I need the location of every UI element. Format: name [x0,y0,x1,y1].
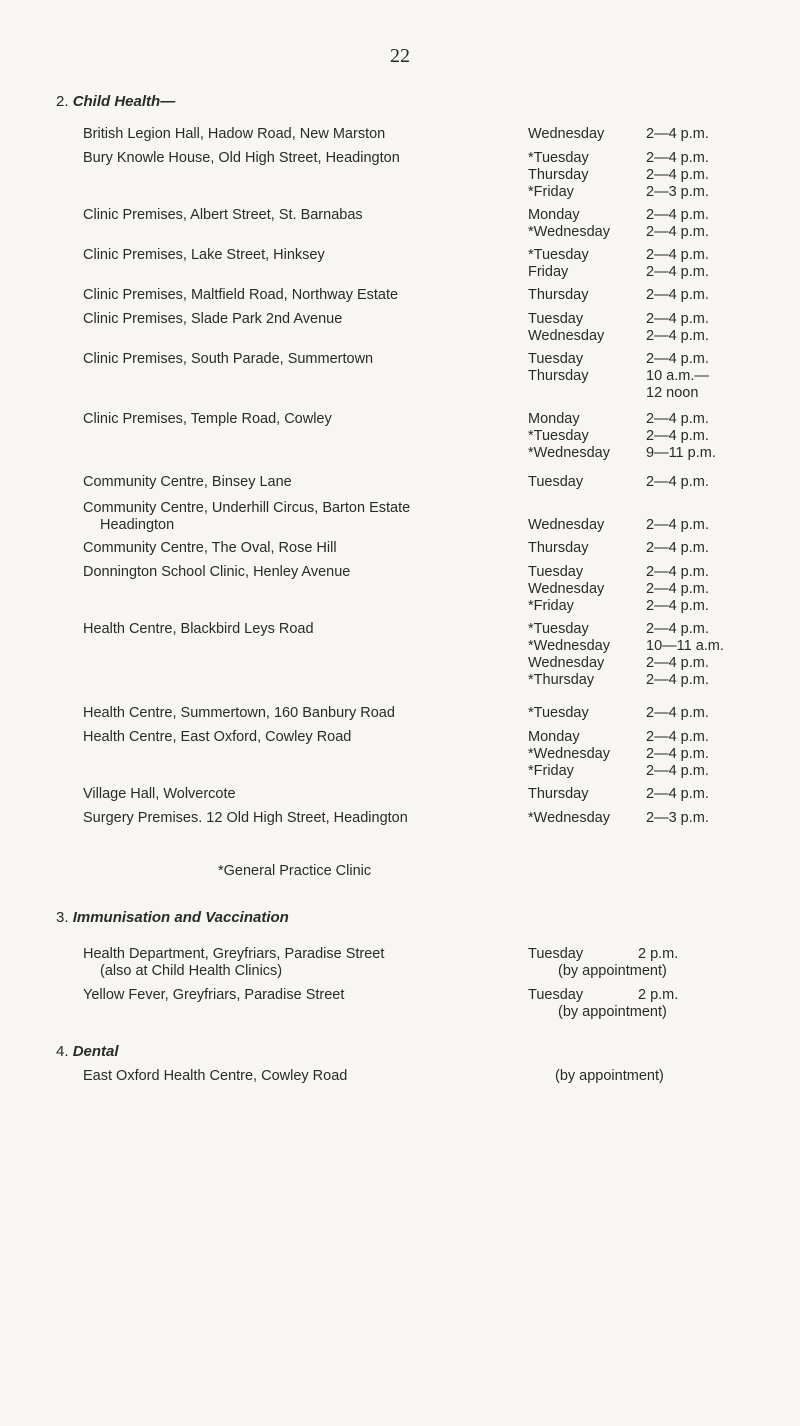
session-day: *Friday [528,184,574,200]
session-time: 2—4 p.m. [646,411,709,427]
clinic-place: Village Hall, Wolvercote [83,786,236,802]
session-time: 2—4 p.m. [646,351,709,367]
session-time: 2—4 p.m. [646,428,709,444]
session-time: 2—4 p.m. [646,474,709,490]
session-time: 2—4 p.m. [646,264,709,280]
session-row [528,411,798,428]
clinic-schedule [528,540,798,557]
day: Tuesday [528,987,584,1003]
session-day: Tuesday [528,311,584,327]
session-time: 2—4 p.m. [646,746,709,762]
session-time: 2—4 p.m. [646,786,709,802]
session-day: Wednesday [528,517,605,533]
session-time: 9—11 p.m. [646,445,716,461]
session-time: 2—4 p.m. [646,517,709,533]
session-row [528,264,798,281]
clinic-place: Health Centre, Summertown, 160 Banbury Road [83,705,395,721]
session-row [528,311,798,328]
session-row [528,564,798,581]
session-time: 2—4 p.m. [646,672,709,688]
session-row [528,672,798,689]
session-row [528,287,798,304]
clinic-schedule [528,126,798,143]
clinic-schedule [528,564,798,615]
clinic-place: Clinic Premises, Temple Road, Cowley [83,411,332,427]
session-day: Thursday [528,287,589,303]
clinic-place: Community Centre, Binsey Lane [83,474,292,490]
day: Tuesday [528,946,584,962]
page-number: 22 [390,45,410,67]
session-row [528,598,798,615]
clinic-place: Clinic Premises, Lake Street, Hinksey [83,247,325,263]
clinic-place: Clinic Premises, Albert Street, St. Barnabas [83,207,363,223]
session-day: Thursday [528,540,589,556]
session-time: 2—4 p.m. [646,705,709,721]
session-day: *Tuesday [528,428,589,444]
session-day: *Friday [528,763,574,779]
session-time: 2—4 p.m. [646,150,709,166]
session-day: *Wednesday [528,224,610,240]
session-row [528,368,798,385]
session-day: Monday [528,411,580,427]
session-row [528,428,798,445]
session-day: Monday [528,207,580,223]
clinic-place: Clinic Premises, Slade Park 2nd Avenue [83,311,343,327]
entry-place: Yellow Fever, Greyfriars, Paradise Street [83,987,345,1003]
session-time: 2—4 p.m. [646,729,709,745]
clinic-schedule [528,621,798,689]
clinic-schedule [528,474,798,491]
session-day: Wednesday [528,328,605,344]
section-heading-dental [56,1043,119,1060]
clinic-schedule [528,311,798,345]
section-title: Immunisation and Vaccination [72,909,289,926]
session-time: 2—4 p.m. [646,167,709,183]
footnote: *General Practice Clinic [218,863,372,879]
session-row [528,746,798,763]
session-row [528,207,798,224]
session-time: 2—4 p.m. [646,655,709,671]
clinic-place: Community Centre, Underhill Circus, Barton Estate Headington [83,500,411,533]
session-time: 2—4 p.m. [646,311,709,327]
clinic-schedule [528,207,798,241]
session-day: Wednesday [528,655,605,671]
clinic-place: Clinic Premises, Maltfield Road, Northway Estate [83,287,399,303]
section-heading-child-health [56,93,175,110]
session-time: 2—4 p.m. [646,207,709,223]
session-time: 2—4 p.m. [646,126,709,142]
session-row [528,581,798,598]
clinic-place: Surgery Premises. 12 Old High Street, Headington [83,810,408,826]
session-day: *Wednesday [528,746,610,762]
session-time: 12 noon [646,385,699,401]
session-row [528,351,798,368]
session-time: 2—3 p.m. [646,810,709,826]
session-time: 2—4 p.m. [646,621,709,637]
session-day: *Tuesday [528,247,589,263]
clinic-place: Health Centre, East Oxford, Cowley Road [83,729,352,745]
clinic-schedule [528,786,798,803]
clinic-place: Health Centre, Blackbird Leys Road [83,621,314,637]
session-row [528,150,798,167]
session-time: 2—4 p.m. [646,224,709,240]
section-title: Dental [72,1043,119,1060]
session-time: 2—4 p.m. [646,581,709,597]
session-day: *Tuesday [528,705,589,721]
section-number: 4. [56,1043,69,1060]
clinic-place: Clinic Premises, South Parade, Summertown [83,351,374,367]
session-row [528,517,798,534]
clinic-schedule [528,810,798,827]
session-row [528,385,798,402]
session-row [528,247,798,264]
entry-place: Health Department, Greyfriars, Paradise Street (also at Child Health Clinics) [83,946,385,979]
entry-schedule [528,946,798,980]
session-row [528,763,798,780]
clinic-schedule [528,247,798,281]
section-number: 3. [56,909,69,926]
session-day: *Wednesday [528,810,610,826]
clinic-schedule [528,705,798,722]
session-time: 2—4 p.m. [646,564,709,580]
session-row [528,655,798,672]
clinic-schedule [528,411,798,462]
session-day: Thursday [528,368,589,384]
session-day: Tuesday [528,351,584,367]
section-number: 2. [56,93,69,110]
session-day: Wednesday [528,126,605,142]
session-day: *Thursday [528,672,595,688]
time: 2 p.m. [638,987,679,1003]
session-time: 2—4 p.m. [646,598,709,614]
session-time: 10 a.m.— [646,368,709,384]
session-day: *Friday [528,598,574,614]
section-heading-immunisation [56,909,289,926]
clinic-place: British Legion Hall, Hadow Road, New Marston [83,126,386,142]
session-time: 2—4 p.m. [646,328,709,344]
session-row [528,810,798,827]
entry-place: East Oxford Health Centre, Cowley Road [83,1068,348,1084]
session-day: Tuesday [528,474,584,490]
session-time: 2—4 p.m. [646,540,709,556]
session-row [528,474,798,491]
clinic-schedule [528,150,798,201]
session-row [528,126,798,143]
time: 2 p.m. [638,946,679,962]
session-row [528,540,798,557]
clinic-place: Bury Knowle House, Old High Street, Headington [83,150,400,166]
clinic-schedule [528,517,798,534]
session-row [528,638,798,655]
clinic-place: Community Centre, The Oval, Rose Hill [83,540,337,556]
session-time: 2—4 p.m. [646,247,709,263]
session-day: Wednesday [528,581,605,597]
appointment-note: (by appointment) [555,1068,664,1084]
session-time: 10—11 a.m. [646,638,724,654]
clinic-schedule [528,729,798,780]
appointment-note: (by appointment) [558,1004,667,1020]
session-row [528,786,798,803]
session-day: *Tuesday [528,621,589,637]
session-row [528,167,798,184]
appointment-note: (by appointment) [558,963,667,979]
session-day: *Wednesday [528,445,610,461]
session-day: Friday [528,264,569,280]
session-day: Monday [528,729,580,745]
session-day: Thursday [528,786,589,802]
entry-schedule [528,987,798,1021]
session-row [528,621,798,638]
session-time: 2—3 p.m. [646,184,709,200]
session-day: *Tuesday [528,150,589,166]
session-row [528,705,798,722]
session-day: Tuesday [528,564,584,580]
session-row [528,328,798,345]
clinic-place: Donnington School Clinic, Henley Avenue [83,564,351,580]
session-time: 2—4 p.m. [646,763,709,779]
session-day: Thursday [528,167,589,183]
session-row [528,445,798,462]
session-row [528,184,798,201]
session-row [528,224,798,241]
clinic-schedule [528,351,798,402]
session-row [528,729,798,746]
session-day: *Wednesday [528,638,610,654]
section-title: Child Health— [72,93,176,110]
session-time: 2—4 p.m. [646,287,709,303]
clinic-schedule [528,287,798,304]
